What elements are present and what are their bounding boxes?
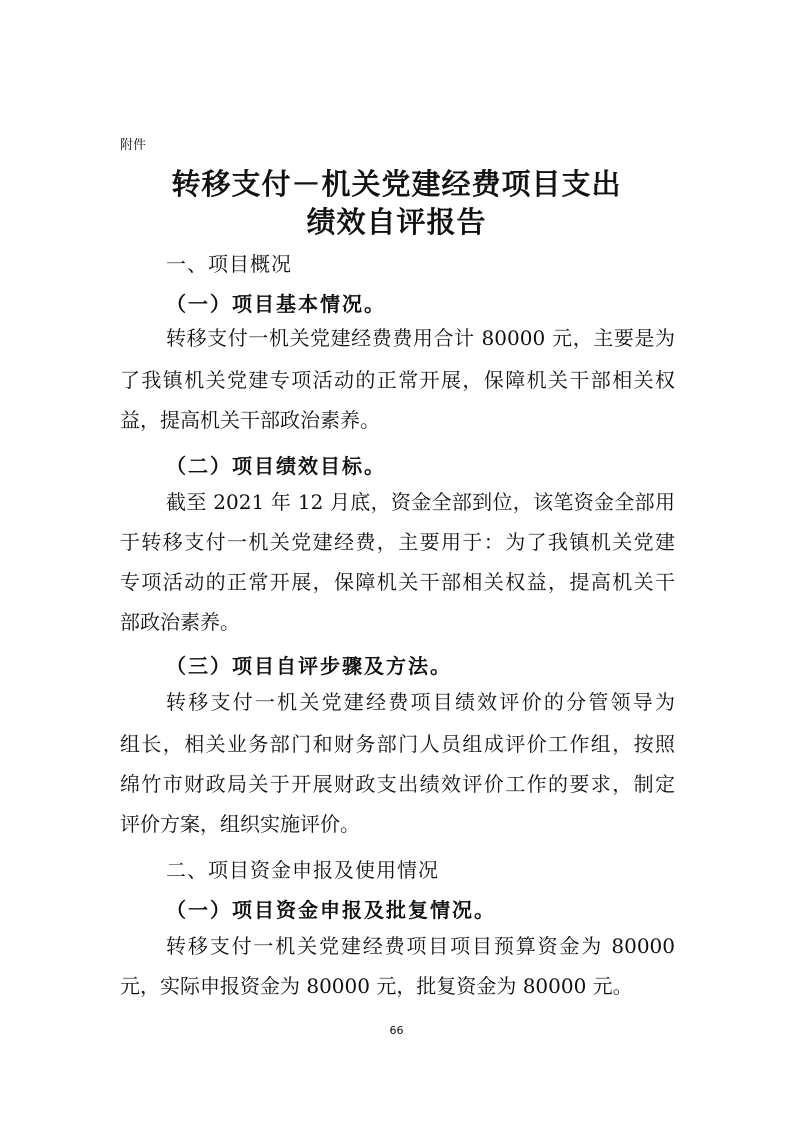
section-1-sub-2-heading: （二）项目绩效目标。 [166, 454, 386, 478]
document-title-line-2: 绩效自评报告 [306, 205, 487, 239]
section-1-sub-1-heading: （一）项目基本情况。 [166, 292, 386, 316]
paragraph-line: 益，提高机关干部政治素养。 [120, 408, 380, 432]
paragraph-line: 转移支付一机关党建经费项目项目预算资金为 80000 [166, 934, 675, 958]
paragraph-line: 绵竹市财政局关于开展财政支出绩效评价工作的要求，制定 [120, 772, 675, 796]
page-number: 66 [389, 1024, 404, 1037]
document-title-line-1: 转移支付－机关党建经费项目支出 [171, 167, 622, 201]
paragraph-line: 于转移支付一机关党建经费，主要用于：为了我镇机关党建 [120, 530, 675, 554]
paragraph-line: 专项活动的正常开展，保障机关干部相关权益，提高机关干 [120, 570, 675, 594]
section-2-sub-1-heading: （一）项目资金申报及批复情况。 [166, 898, 496, 922]
paragraph-line: 组长，相关业务部门和财务部门人员组成评价工作组，按照 [120, 732, 675, 756]
section-2-heading: 二、项目资金申报及使用情况 [166, 858, 439, 882]
paragraph-line: 截至 2021 年 12 月底，资金全部到位，该笔资金全部用 [166, 490, 675, 514]
paragraph-line: 了我镇机关党建专项活动的正常开展，保障机关干部相关权 [120, 368, 675, 392]
paragraph-line: 转移支付一机关党建经费费用合计 80000 元，主要是为 [166, 326, 675, 350]
paragraph-line: 元，实际申报资金为 80000 元，批复资金为 80000 元。 [120, 974, 633, 998]
section-1-heading: 一、项目概况 [166, 252, 292, 276]
paragraph-line: 部政治素养。 [120, 610, 240, 634]
attachment-label: 附件 [120, 138, 147, 153]
paragraph-line: 评价方案，组织实施评价。 [120, 812, 360, 836]
section-1-sub-3-heading: （三）项目自评步骤及方法。 [166, 654, 452, 678]
paragraph-line: 转移支付一机关党建经费项目绩效评价的分管领导为 [166, 690, 675, 714]
